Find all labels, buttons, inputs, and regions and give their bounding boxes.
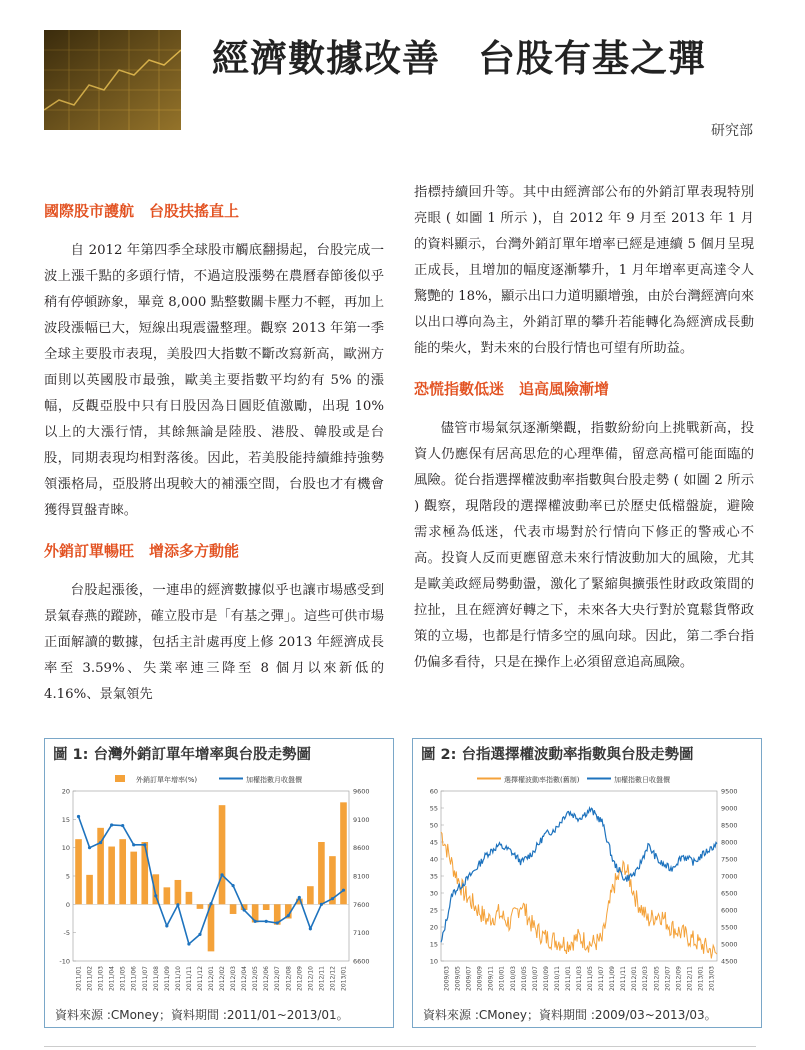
- y-tick-label: 20: [429, 923, 438, 932]
- y2-tick-label: 7600: [353, 900, 370, 909]
- x-tick-label: 2012/05: [653, 966, 661, 991]
- y-tick-label: 40: [429, 855, 438, 864]
- y2-tick-label: 9600: [353, 787, 370, 796]
- bar: [197, 904, 204, 909]
- chart-figure-1: [44, 738, 394, 1028]
- line-point: [287, 914, 290, 917]
- x-tick-label: 2011/01: [75, 966, 83, 991]
- x-tick-label: 2011/04: [108, 966, 116, 991]
- series-line-volatility: [441, 832, 717, 959]
- line-point: [187, 942, 190, 945]
- legend-label: 加權指數日收盤價: [614, 776, 670, 784]
- chart-source: 資料來源 :CMoney；資料期間 :2009/03~2013/03。: [423, 1008, 717, 1022]
- y-tick-label: 30: [429, 889, 438, 898]
- x-tick-label: 2012/07: [664, 966, 672, 991]
- section-paragraph: 儘管市場氣氛逐漸樂觀，指數紛紛向上挑戰新高，投資人仍應保有居高思危的心理準備，留意高檔可能面臨的風險。從台指選擇權波動率指數與台股走勢 ( 如圖 2 所示 ) 觀察，現階段的選擇權波動率已於歷史低檔盤旋，避險需求極為低迷，代表市場對於行情向下修正的警戒心不高。投資人反而更應留意未來行情波動加大的風險，尤其是歐美政經局勢動盪，激化了緊縮與擴張性財政政策間的拉扯，且在經濟好轉之下，未來各大央行對於寬鬆貨幣政策的立場，也都是行情多空的風向球。因此，第二季台指仍偏多看待，只是在操作上必須留意追高風險。: [414, 421, 754, 670]
- x-tick-label: 2012/02: [219, 966, 227, 991]
- legend-label: 選擇權波動率指數(舊制): [504, 776, 580, 784]
- plot-area: [441, 791, 717, 961]
- line-point: [265, 920, 268, 923]
- bar: [130, 852, 137, 905]
- x-tick-label: 2011/05: [587, 966, 595, 991]
- x-tick-label: 2012/01: [631, 966, 639, 991]
- x-tick-label: 2009/07: [465, 966, 473, 991]
- x-tick-label: 2012/09: [296, 966, 304, 991]
- line-point: [209, 902, 212, 905]
- x-tick-label: 2010/09: [542, 966, 550, 991]
- bar: [186, 892, 193, 904]
- x-tick-label: 2011/03: [97, 966, 105, 991]
- x-tick-label: 2011/08: [152, 966, 160, 991]
- line-point: [110, 823, 113, 826]
- y2-tick-label: 8500: [721, 821, 738, 830]
- line-point: [342, 889, 345, 892]
- legend-label: 外銷訂單年增率(%): [136, 776, 198, 784]
- y2-tick-label: 5000: [721, 940, 738, 949]
- y2-tick-label: 8000: [721, 838, 738, 847]
- chart-source: 資料來源 :CMoney；資料期間 :2011/01~2013/01。: [55, 1008, 349, 1022]
- y2-tick-label: 7100: [353, 929, 370, 938]
- x-tick-label: 2012/07: [274, 966, 282, 991]
- section-heading: 國際股市護航 台股扶搖直上: [44, 202, 240, 220]
- y-tick-label: 45: [429, 838, 438, 847]
- y2-tick-label: 9100: [353, 815, 370, 824]
- series-line-index: [441, 808, 717, 942]
- x-tick-label: 2009/11: [487, 966, 495, 991]
- x-tick-label: 2013/01: [340, 966, 348, 991]
- x-tick-label: 2012/03: [230, 966, 238, 991]
- y2-tick-label: 6500: [721, 889, 738, 898]
- section-paragraph: 台股起漲後，一連串的經濟數據似乎也讓市場感受到景氣春燕的蹤跡，確立股市是「有基之彈」。這些可供市場正面解讀的數據，包括主計處再度上修 2013 年經濟成長率至 3.59%、失業率連三降至 8 個月以來新低的 4.16%、景氣領先: [44, 583, 384, 702]
- line-point: [276, 921, 279, 924]
- y-tick-label: 60: [429, 787, 438, 796]
- x-tick-label: 2010/01: [498, 966, 506, 991]
- section-heading: 外銷訂單暢旺 增添多方動能: [44, 542, 240, 560]
- bar: [108, 847, 115, 905]
- x-tick-label: 2009/03: [443, 966, 451, 991]
- y-tick-label: 35: [429, 872, 438, 881]
- legend-label: 加權指數月收盤價: [246, 776, 302, 784]
- y2-tick-label: 8100: [353, 872, 370, 881]
- y-tick-label: 10: [61, 844, 70, 853]
- chart-title: 圖 2: 台指選擇權波動率指數與台股走勢圖: [421, 747, 694, 763]
- x-tick-label: 2011/06: [130, 966, 138, 991]
- bar: [230, 904, 237, 914]
- x-tick-label: 2010/11: [553, 966, 561, 991]
- x-tick-label: 2010/07: [531, 966, 539, 991]
- bar: [175, 880, 182, 904]
- right-column: [414, 180, 754, 676]
- line-point: [320, 903, 323, 906]
- x-tick-label: 2009/09: [476, 966, 484, 991]
- y-tick-label: 15: [429, 940, 438, 949]
- y-tick-label: 25: [429, 906, 438, 915]
- chart-1-svg: [45, 739, 393, 1027]
- line-point: [254, 920, 257, 923]
- x-tick-label: 2012/01: [208, 966, 215, 991]
- line-point: [309, 927, 312, 930]
- y-tick-label: -10: [59, 957, 70, 966]
- bar: [119, 839, 126, 904]
- line-point: [77, 815, 80, 818]
- line-point: [165, 924, 168, 927]
- y-tick-label: 20: [61, 787, 70, 796]
- y-tick-label: 55: [429, 804, 438, 813]
- hero-image: [44, 30, 181, 130]
- x-tick-label: 2012/04: [241, 966, 249, 991]
- x-tick-label: 2012/03: [642, 966, 650, 991]
- y2-tick-label: 9000: [721, 804, 738, 813]
- bar: [263, 904, 270, 910]
- line-point: [231, 884, 234, 887]
- line-point: [143, 843, 146, 846]
- x-tick-label: 2012/10: [307, 966, 315, 991]
- line-point: [154, 894, 157, 897]
- y2-tick-label: 7000: [721, 872, 738, 881]
- y-tick-label: 50: [429, 821, 438, 830]
- x-tick-label: 2013/01: [697, 966, 705, 991]
- x-tick-label: 2011/09: [609, 966, 617, 991]
- x-tick-label: 2011/12: [196, 966, 204, 991]
- x-tick-label: 2012/12: [329, 966, 337, 991]
- x-tick-label: 2012/06: [263, 966, 271, 991]
- line-point: [243, 908, 246, 911]
- bar: [141, 842, 148, 904]
- line-point: [99, 841, 102, 844]
- legend-swatch: [115, 775, 125, 782]
- x-tick-label: 2011/11: [185, 966, 193, 991]
- x-tick-label: 2011/03: [576, 966, 583, 991]
- line-point: [88, 846, 91, 849]
- section-heading: 恐慌指數低迷 追高風險漸增: [414, 380, 610, 398]
- footer-divider: [44, 1046, 756, 1047]
- x-tick-label: 2013/03: [708, 966, 716, 991]
- section-paragraph: 指標持續回升等。其中由經濟部公布的外銷訂單表現特別亮眼 ( 如圖 1 所示 )，自 2012 年 9 月至 2013 年 1 月的資料顯示，台灣外銷訂單年增率已經是連續 5 個月呈現正成長，且增加的幅度逐漸攀升，1 月年增率更高達令人驚艷的 18%，顯示出口力道明顯增強，由於台灣經濟向來以出口導向為主，外銷訂單的攀升若能轉化為經濟成長動能的柴火，對未來的台股行情也可望有所助益。: [414, 185, 754, 356]
- bar: [86, 875, 93, 904]
- line-point: [198, 933, 201, 936]
- line-point: [121, 824, 124, 827]
- y2-tick-label: 7500: [721, 855, 738, 864]
- x-tick-label: 2012/11: [686, 966, 694, 991]
- line-point: [331, 897, 334, 900]
- x-tick-label: 2009/05: [454, 966, 462, 991]
- x-tick-label: 2011/01: [564, 966, 572, 991]
- x-tick-label: 2012/08: [285, 966, 293, 991]
- y-tick-label: 5: [65, 872, 70, 881]
- x-tick-label: 2011/02: [86, 966, 94, 991]
- y2-tick-label: 8600: [353, 844, 370, 853]
- y-tick-label: 10: [429, 957, 438, 966]
- x-tick-label: 2011/07: [141, 966, 149, 991]
- x-tick-label: 2011/05: [119, 966, 127, 991]
- x-tick-label: 2012/05: [252, 966, 260, 991]
- x-tick-label: 2010/05: [520, 966, 528, 991]
- bar: [318, 842, 325, 904]
- x-tick-label: 2011/10: [174, 966, 182, 991]
- y-tick-label: 0: [65, 900, 70, 909]
- line-point: [176, 903, 179, 906]
- x-tick-label: 2012/11: [318, 966, 326, 991]
- page-title: 經濟數據改善 台股有基之彈: [212, 37, 706, 80]
- x-tick-label: 2012/09: [675, 966, 683, 991]
- section-paragraph: 自 2012 年第四季全球股市觸底翻揚起，台股完成一波上漲千點的多頭行情，不過這股漲勢在農曆春節後似乎稍有停頓跡象，畢竟 8,000 點整數關卡壓力不輕，再加上波段漲幅已大，短線出現震盪整理。觀察 2013 年第一季全球主要股市表現，美股四大指數不斷改寫新高，歐洲方面則以英國股市最強，歐美主要指數平均約有 5% 的漲幅，反觀亞股中只有日股因為日圓貶值激勵，出現 10% 以上的大漲行情，其餘無論是陸股、港股、韓股或是台股，同期表現均相對落後。因此，若美股能持續維持強勢領漲格局，亞股將出現較大的補漲空間，台股也才有機會獲得買盤青睞。: [44, 243, 384, 518]
- y2-tick-label: 4500: [721, 957, 738, 966]
- x-tick-label: 2011/11: [620, 966, 628, 991]
- x-tick-label: 2011/07: [598, 966, 606, 991]
- y2-tick-label: 5500: [721, 923, 738, 932]
- bar: [219, 805, 226, 904]
- line-point: [220, 873, 223, 876]
- x-tick-label: 2011/09: [163, 966, 171, 991]
- y2-tick-label: 6000: [721, 906, 738, 915]
- y2-tick-label: 6600: [353, 957, 370, 966]
- bar: [164, 887, 171, 904]
- line-point: [132, 843, 135, 846]
- y-tick-label: -5: [63, 929, 70, 938]
- bar: [307, 886, 314, 904]
- y2-tick-label: 9500: [721, 787, 738, 796]
- y-tick-label: 15: [61, 815, 70, 824]
- chart-title: 圖 1: 台灣外銷訂單年增率與台股走勢圖: [53, 747, 311, 763]
- department-label: 研究部: [711, 123, 753, 139]
- bar: [75, 839, 82, 904]
- chart-figure-2: [412, 738, 762, 1028]
- x-tick-label: 2010/03: [509, 966, 517, 991]
- line-point: [298, 896, 301, 899]
- left-column: [44, 184, 384, 708]
- chart-2-svg: [413, 739, 761, 1027]
